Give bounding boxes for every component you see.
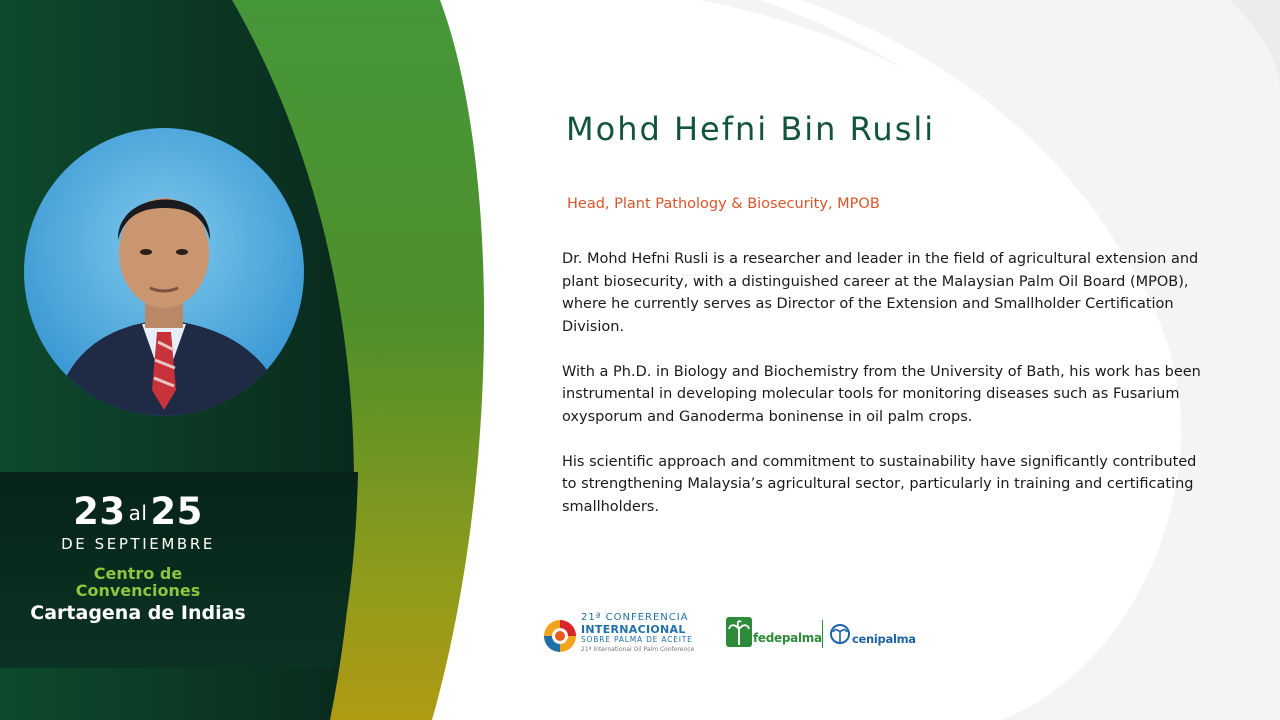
speaker-bio <box>562 248 1202 541</box>
event-dates <box>0 490 276 535</box>
palm-tree-icon <box>726 617 752 647</box>
conference-emblem-icon <box>543 619 577 653</box>
speaker-role: Head, Plant Pathology & Biosecurity, MPOB <box>567 196 880 212</box>
date-end: 25 <box>150 490 203 533</box>
speaker-photo <box>24 128 304 416</box>
event-venue <box>0 565 276 599</box>
venue-line-1: Centro de <box>93 564 183 583</box>
fedepalma-wordmark: fedepalma <box>753 631 822 645</box>
logo-divider <box>822 620 823 648</box>
date-start: 23 <box>73 490 126 533</box>
bio-paragraph: With a Ph.D. in Biology and Biochemistry from the University of Bath, his work has been instrumental in developing molecular tools for monitoring diseases such as Fusarium oxysporum and Ganoderma boninense in oil palm crops. <box>562 363 1201 425</box>
conference-line-1: 21ª CONFERENCIA <box>581 612 689 623</box>
conference-line-3: SOBRE PALMA DE ACEITE <box>581 635 693 644</box>
bio-paragraph: Dr. Mohd Hefni Rusli is a researcher and leader in the field of agricultural extension and plant biosecurity, with a distinguished career at the Malaysian Palm Oil Board (MPOB), where he currently serves as Director of the Extension and Smallholder Certification Division. <box>562 251 1199 335</box>
bio-paragraph: His scientific approach and commitment to sustainability have significantly contributed to strengthening Malaysia’s agricultural sector, particularly in training and certificating smallholders. <box>562 453 1197 515</box>
cenipalma-emblem-icon <box>830 622 850 646</box>
conference-line-4: 21ª International Oil Palm Conference <box>581 645 695 653</box>
speaker-name: Mohd Hefni Bin Rusli <box>566 110 936 148</box>
conference-logo <box>543 613 703 661</box>
date-connector: al <box>128 501 148 525</box>
cenipalma-wordmark: cenipalma <box>852 632 916 646</box>
conference-line-2: INTERNACIONAL <box>581 623 686 636</box>
event-city: Cartagena de Indias <box>30 602 246 624</box>
venue-line-2: Convenciones <box>75 581 201 600</box>
event-month: DE SEPTIEMBRE <box>61 535 215 553</box>
event-info <box>0 490 276 624</box>
